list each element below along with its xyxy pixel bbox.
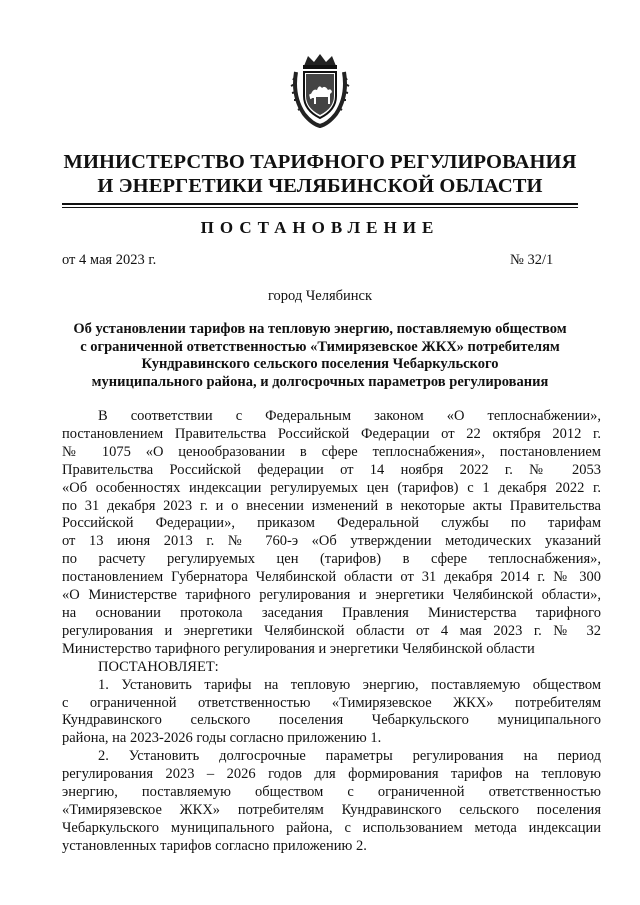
subject-line: муниципального района, и долгосрочных параметров регулирования xyxy=(91,373,549,390)
document-body xyxy=(62,408,601,856)
document-date: от 4 мая 2023 г. xyxy=(62,252,157,268)
item-2-paragraph xyxy=(62,748,601,855)
ministry-name xyxy=(0,150,640,198)
ministry-name-line1: МИНИСТЕРСТВО ТАРИФНОГО РЕГУЛИРОВАНИЯ xyxy=(63,151,577,173)
preamble-line: «О Министерстве тарифного регулирования и энергетики Челябинской области», xyxy=(62,587,601,604)
item-2-line: «Тимирязевское ЖКХ» потребителям Кундравинского сельского поселения xyxy=(62,801,601,818)
item-1-line: района, на 2023-2026 годы согласно приложению 1. xyxy=(62,730,382,747)
item-1-paragraph xyxy=(62,677,601,749)
document-number: № 32/1 xyxy=(510,252,554,268)
preamble-line: на основании протокола заседания Правления Министерства тарифного xyxy=(62,604,601,621)
item-2-line: регулирования 2023 – 2026 годов для формирования тарифов на тепловую xyxy=(62,766,601,783)
header-divider-thick xyxy=(62,203,578,205)
preamble-paragraph xyxy=(62,408,601,659)
item-2-line: 2. Установить долгосрочные параметры регулирования на период xyxy=(98,748,601,765)
preamble-line: Министерство тарифного регулирования и энергетики Челябинской области xyxy=(62,640,535,657)
subject-line: Об установлении тарифов на тепловую энергию, поставляемую обществом xyxy=(73,321,567,337)
document-city: город Челябинск xyxy=(267,288,373,304)
item-2-line: энергию, поставляемую обществом с ограниченной ответственностью xyxy=(62,784,601,801)
preamble-line: № 1075 «О ценообразовании в сфере теплоснабжения», постановлением xyxy=(62,443,601,460)
preamble-line: «Об особенностях индексации регулируемых цен (тарифов) с 1 декабря 2022 г. xyxy=(62,479,601,496)
preamble-line: от 13 июня 2013 г. № 760-э «Об утверждении методических указаний xyxy=(62,533,601,550)
preamble-line: регулирования и энергетики Челябинской области от 4 мая 2023 г. № 32 xyxy=(62,622,601,639)
ministry-name-line2: И ЭНЕРГЕТИКИ ЧЕЛЯБИНСКОЙ ОБЛАСТИ xyxy=(97,175,543,197)
chelyabinsk-coat-of-arms-icon xyxy=(290,52,350,128)
document-subject xyxy=(62,321,578,391)
item-1-line: Кундравинского сельского поселения Чебаркульского муниципального xyxy=(62,712,601,729)
preamble-line: по 31 декабря 2023 г. и о внесении изменений в некоторые акты Правительства xyxy=(62,497,601,514)
item-1-line: 1. Установить тарифы на тепловую энергию, поставляемую обществом xyxy=(98,676,601,693)
item-2-line: Чебаркульского муниципального района, с использованием метода индексации xyxy=(62,819,601,836)
item-1-line: с ограниченной ответственностью «Тимирязевское ЖКХ» потребителям xyxy=(62,694,601,711)
subject-line: с ограниченной ответственностью «Тимирязевское ЖКХ» потребителям xyxy=(80,338,560,355)
preamble-line: постановлением Губернатора Челябинской области от 31 декабря 2014 г. № 300 xyxy=(62,569,601,586)
item-2-line: установленных тарифов согласно приложению 2. xyxy=(62,837,367,854)
preamble-line: по расчету регулируемых цен (тарифов) в сфере теплоснабжения», xyxy=(62,551,601,568)
resolve-heading: ПОСТАНОВЛЯЕТ: xyxy=(98,658,219,675)
document-type-title: ПОСТАНОВЛЕНИЕ xyxy=(200,218,440,237)
preamble-line: постановлением Правительства Российской Федерации от 22 октября 2012 г. xyxy=(62,425,601,442)
header-divider-thin xyxy=(62,207,578,208)
preamble-line: В соответствии с Федеральным законом «О теплоснабжении», xyxy=(98,408,601,424)
subject-line: Кундравинского сельского поселения Чебаркульского xyxy=(141,356,499,373)
preamble-line: Правительства Российской федерации от 14 ноября 2022 г. № 2053 xyxy=(62,461,601,478)
preamble-line: Российской Федерации», приказом Федеральной службы по тарифам xyxy=(62,515,601,532)
